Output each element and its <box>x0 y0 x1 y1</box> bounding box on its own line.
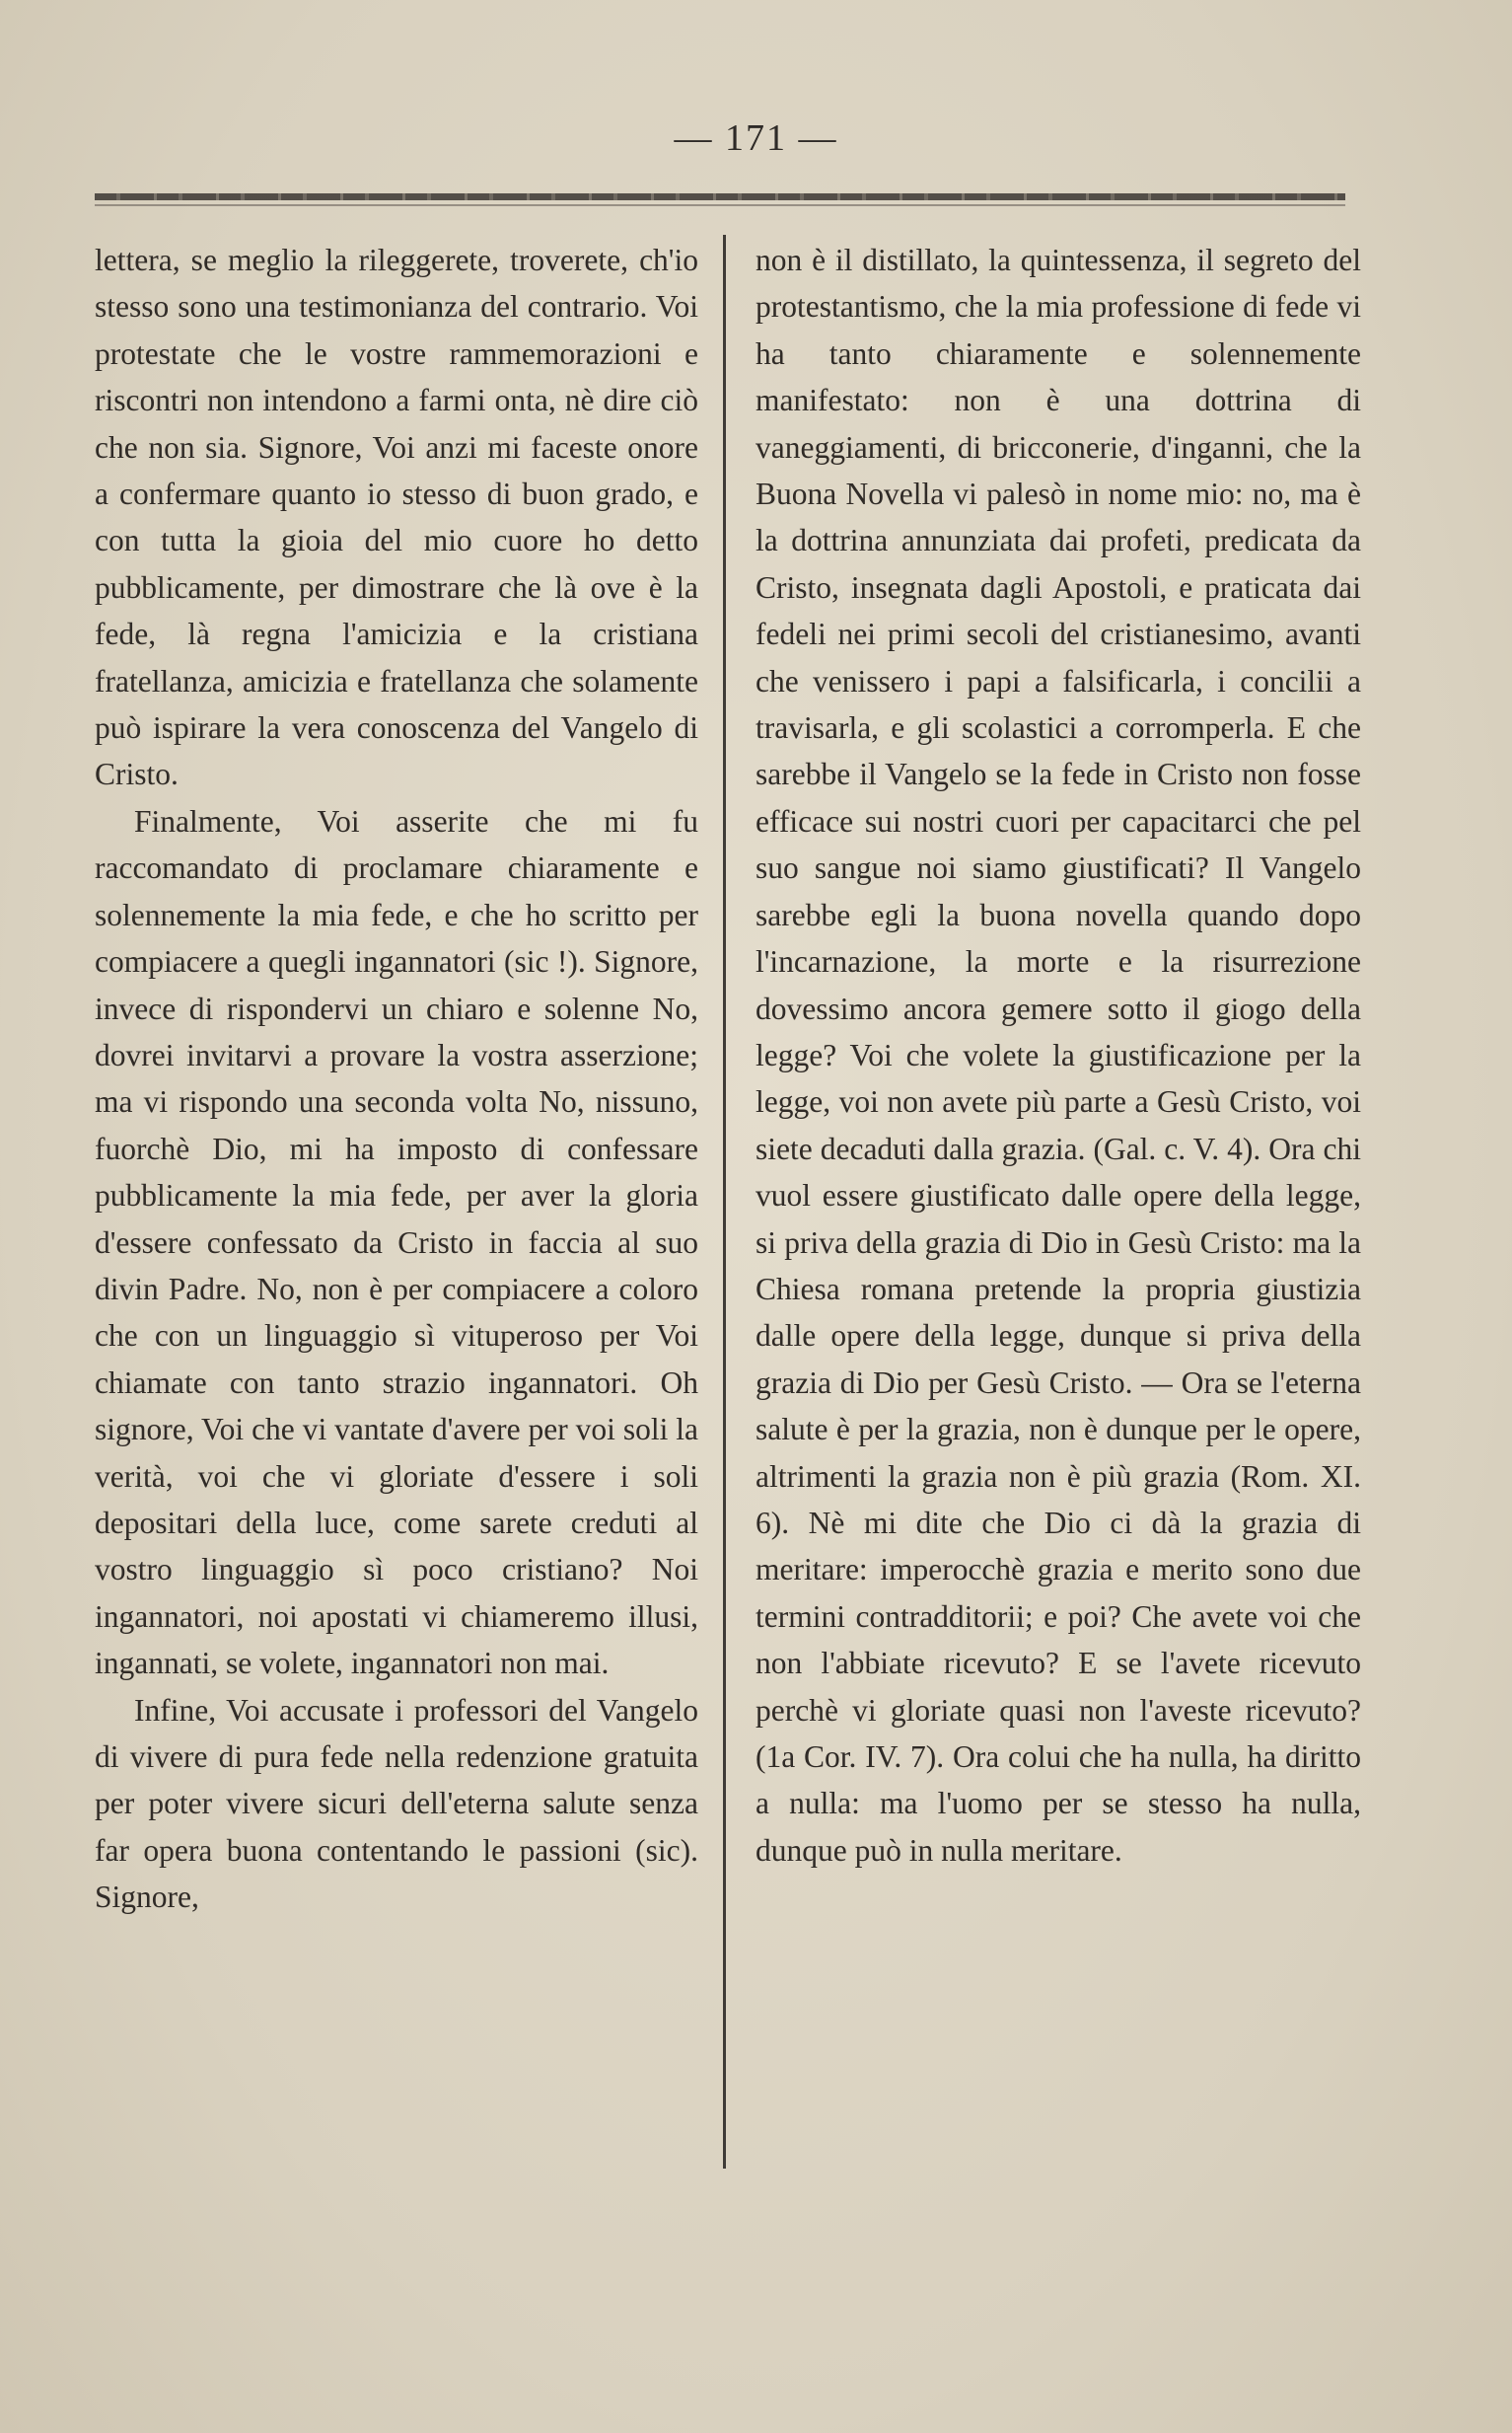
left-paragraph-1: lettera, se meglio la rileggerete, troverete, ch'io stesso sono una testimonianza del contrario. Voi protestate che le vostre rammemorazioni e riscontri non intendono a farmi onta, nè dire ciò che non sia. Signore, Voi anzi mi faceste onore a confermare quanto io stesso di buon grado, e con tutta la gioia del mio cuore ho detto pubblicamente, per dimostrare che là ove è la fede, là regna l'amicizia e la cristiana fratellanza, amicizia e fratellanza che solamente può ispirare la vera conoscenza del Vangelo di Cristo. <box>95 243 698 792</box>
column-divider <box>723 235 726 2169</box>
header-rule-thin <box>95 204 1345 206</box>
left-column <box>95 237 698 1921</box>
left-paragraph-2: Finalmente, Voi asserite che mi fu raccomandato di proclamare chiaramente e solennemente la mia fede, e che ho scritto per compiacere a quegli ingannatori (sic !). Signore, invece di rispondervi un chiaro e solenne No, dovrei invitarvi a provare la vostra asserzione; ma vi rispondo una seconda volta No, nissuno, fuorchè Dio, mi ha imposto di confessare pubblicamente la mia fede, per aver la gloria d'essere confessato da Cristo in faccia al suo divin Padre. No, non è per compiacere a coloro che con un linguaggio sì vituperoso per Voi chiamate con tanto strazio ingannatori. Oh signore, Voi che vi vantate d'avere per voi soli la verità, voi che vi gloriate d'essere i soli depositari della luce, come sarete creduti al vostro linguaggio sì poco cristiano? Noi ingannatori, noi apostati vi chiameremo illusi, ingannati, se volete, ingannatori non mai. <box>95 803 698 1681</box>
right-paragraph-1: non è il distillato, la quintessenza, il segreto del protestantismo, che la mia professione di fede vi ha tanto chiaramente e solennemente manifestato: non è una dottrina di vaneggiamenti, di bricconerie, d'inganni, che la Buona Novella vi palesò in nome mio: no, ma è la dottrina annunziata dai profeti, predicata da Cristo, insegnata dagli Apostoli, e praticata dai fedeli nei primi secoli del cristianesimo, avanti che venissero i papi a falsificarla, i concilii a travisarla, e gli scolastici a corromperla. E che sarebbe il Vangelo se la fede in Cristo non fosse efficace sui nostri cuori per capacitarci che pel suo sangue noi siamo giustificati? Il Vangelo sarebbe egli la buona novella quando dopo l'incarnazione, la morte e la risurrezione dovessimo ancora gemere sotto il giogo della legge? Voi che volete la giustificazione per la legge, voi non avete più parte a Gesù Cristo, voi siete decaduti dalla grazia. (Gal. c. V. 4). Ora chi vuol essere giustificato dalle opere della legge, si priva della grazia di Dio in Gesù Cristo: ma la Chiesa romana pretende la propria giustizia dalle opere della legge, dunque si priva della grazia di Dio per Gesù Cristo. — Ora se l'eterna salute è per la grazia, non è dunque per le opere, altrimenti la grazia non è più grazia (Rom. XI. 6). Nè mi dite che Dio ci dà la grazia di meritare: imperocchè grazia e merito sono due termini contradditorii; e poi? Che avete voi che non l'abbiate ricevuto? E se l'avete ricevuto perchè vi gloriate quasi non l'aveste ricevuto? (1a Cor. IV. 7). Ora colui che ha nulla, ha diritto a nulla: ma l'uomo per se stesso ha nulla, dunque può in nulla meritare. <box>756 243 1361 1868</box>
left-paragraph-3: Infine, Voi accusate i professori del Vangelo di vivere di pura fede nella redenzione gratuita per poter vivere sicuri dell'eterna salute senza far opera buona contentando le passioni (sic). Signore, <box>95 1692 698 1915</box>
page-number: — 171 — <box>674 117 838 159</box>
header-rule <box>95 193 1345 200</box>
right-column <box>756 237 1361 1874</box>
